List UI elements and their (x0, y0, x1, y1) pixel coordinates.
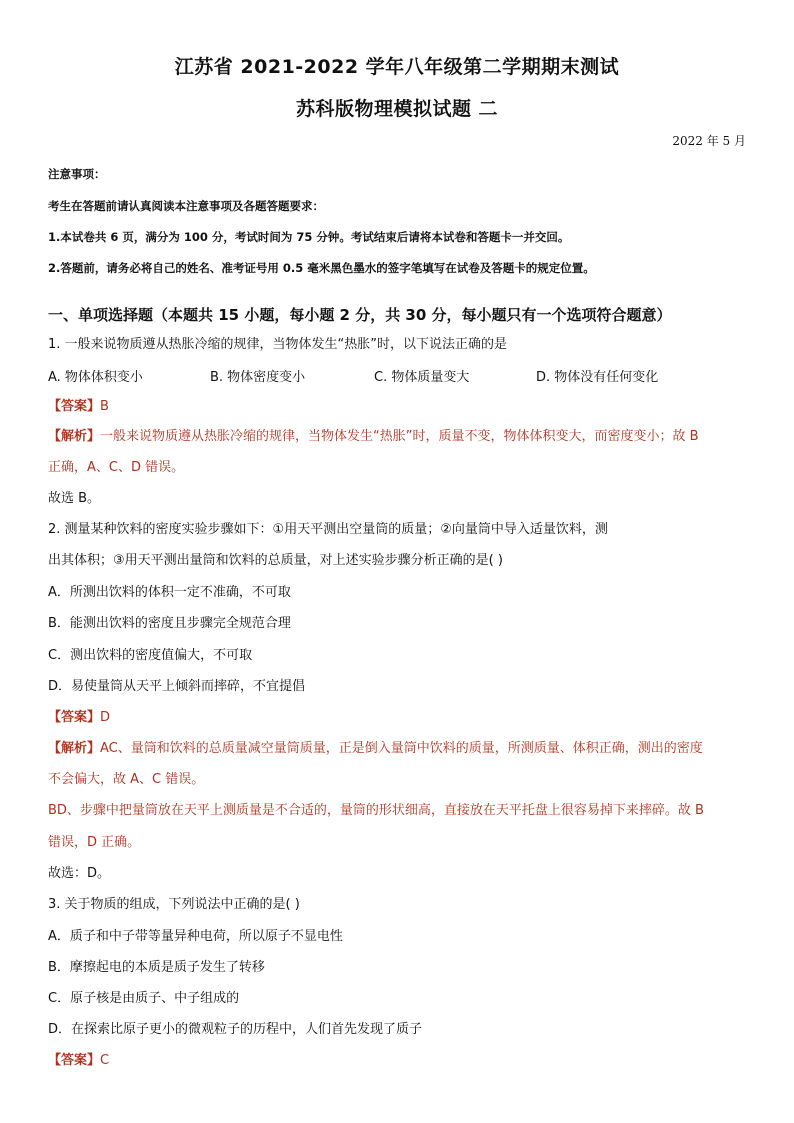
answer-tag: 【答案】 (48, 399, 101, 414)
option-b: B．能测出饮料的密度且步骤完全规范合理 (48, 616, 291, 631)
analysis-line: BD、步骤中把量筒放在天平上测质量是不合适的，量筒的形状细高，直接放在天平托盘上很容易掉下来摔碎。故 B (48, 803, 704, 818)
analysis-text: AC、量筒和饮料的总质量减空量筒质量，正是倒入量筒中饮料的质量，所测质量、体积正确，测出的密度 (100, 741, 703, 756)
exam-title: 江苏省 2021-2022 学年八年级第二学期期末测试 (174, 56, 620, 78)
notice-line: 1.本试卷共 6 页，满分为 100 分，考试时间为 75 分钟。考试结束后请将本试卷和答题卡一并交回。 (48, 230, 570, 244)
exam-date: 2022 年 5 月 (672, 134, 746, 148)
notice-line: 2.答题前，请务必将自己的姓名、准考证号用 0.5 毫米黑色墨水的签字笔填写在试卷及答题卡的规定位置。 (48, 261, 595, 275)
option-c: C. 物体质量变大 (374, 370, 470, 385)
analysis-line (48, 740, 748, 758)
option-b: B．摩擦起电的本质是质子发生了转移 (48, 960, 265, 975)
answer-value: D (100, 710, 111, 725)
question-stem: 2. 测量某种饮料的密度实验步骤如下：①用天平测出空量筒的质量；②向量筒中导入适量饮料，测 (48, 522, 608, 537)
conclusion: 故选：D。 (48, 866, 111, 881)
option-c: C．测出饮料的密度值偏大，不可取 (48, 648, 253, 663)
answer-line (48, 1052, 748, 1070)
conclusion: 故选 B。 (48, 491, 101, 506)
answer-line (48, 709, 748, 727)
answer-tag: 【答案】 (48, 710, 101, 725)
question-stem: 出其体积；③用天平测出量筒和饮料的总质量，对上述实验步骤分析正确的是( ) (48, 553, 503, 568)
analysis-tag: 【解析】 (48, 429, 101, 444)
analysis-line: 正确，A、C、D 错误。 (48, 460, 185, 475)
option-d: D．易使量筒从天平上倾斜而摔碎，不宜提倡 (48, 679, 306, 694)
analysis-tag: 【解析】 (48, 741, 101, 756)
question-stem: 1. 一般来说物质遵从热胀冷缩的规律，当物体发生“热胀”时，以下说法正确的是 (48, 337, 508, 352)
option-b: B. 物体密度变小 (210, 370, 306, 385)
notice-heading: 注意事项： (48, 167, 106, 181)
option-a: A．质子和中子带等量异种电荷，所以原子不显电性 (48, 929, 343, 944)
analysis-text: 一般来说物质遵从热胀冷缩的规律，当物体发生“热胀”时，质量不变，物体体积变大，而密度变小；故 B (100, 429, 699, 444)
option-d: D. 物体没有任何变化 (536, 370, 659, 385)
answer-value: C (100, 1053, 110, 1068)
option-a: A. 物体体积变小 (48, 370, 143, 385)
option-c: C．原子核是由质子、中子组成的 (48, 991, 240, 1006)
analysis-line: 错误，D 正确。 (48, 835, 141, 850)
option-d: D．在探索比原子更小的微观粒子的历程中，人们首先发现了质子 (48, 1022, 423, 1037)
section-heading: 一、单项选择题（本题共 15 小题，每小题 2 分，共 30 分，每小题只有一个选项符合题意） (48, 306, 672, 324)
exam-subtitle: 苏科版物理模拟试题 二 (295, 98, 499, 120)
question-options (48, 366, 748, 384)
analysis-line (48, 428, 748, 446)
answer-tag: 【答案】 (48, 1053, 101, 1068)
question-stem: 3. 关于物质的组成，下列说法中正确的是( ) (48, 897, 300, 912)
answer-line (48, 398, 748, 416)
answer-value: B (100, 399, 109, 414)
analysis-line: 不会偏大，故 A、C 错误。 (48, 772, 205, 787)
option-a: A．所测出饮料的体积一定不准确，不可取 (48, 585, 291, 600)
notice-line: 考生在答题前请认真阅读本注意事项及各题答题要求： (48, 199, 324, 213)
